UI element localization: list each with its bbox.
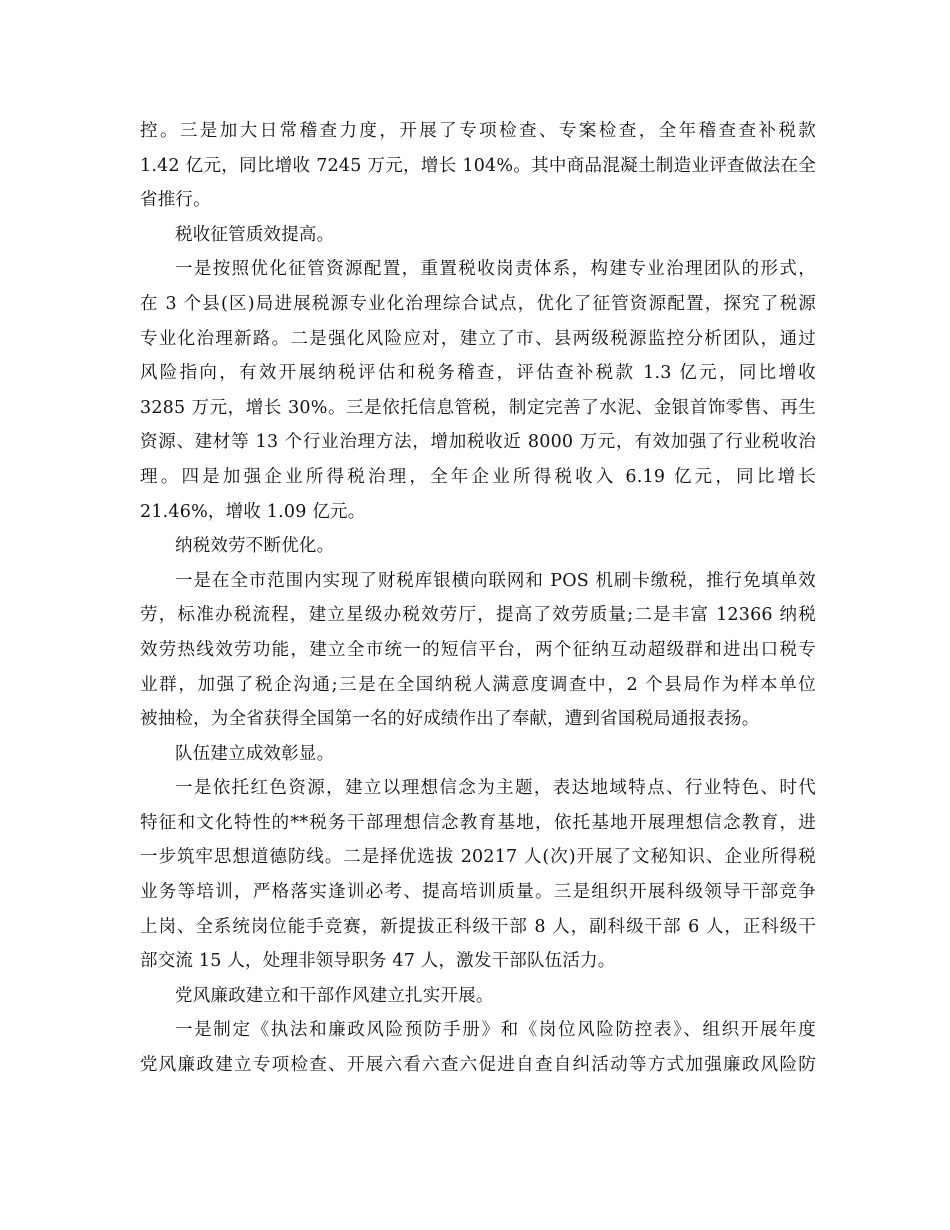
paragraph-line: 在 3 个县(区)局进展税源专业化治理综合试点，优化了征管资源配置，探究了税源 (140, 293, 816, 314)
paragraph-line: 专业化治理新路。二是强化风险应对，建立了市、县两级税源监控分析团队，通过 (140, 328, 816, 349)
paragraph-line: 被抽检，为全省获得全国第一名的好成绩作出了奉献，遭到省国税局通报表扬。 (140, 709, 760, 730)
paragraph-line: 一是按照优化征管资源配置，重置税收岗责体系，构建专业治理团队的形式， (175, 259, 816, 280)
section-heading: 队伍建立成效彰显。 (175, 743, 335, 764)
section-heading: 纳税效劳不断优化。 (175, 536, 335, 557)
paragraph-line: 省推行。 (140, 190, 211, 211)
paragraph-line: 部交流 15 人，处理非领导职务 47 人，激发干部队伍活力。 (140, 951, 616, 972)
paragraph-line: 业群，加强了税企沟通;三是在全国纳税人满意度调查中，2 个县局作为样本单位 (140, 674, 816, 695)
paragraph-line: 风险指向，有效开展纳税评估和税务稽查，评估查补税款 1.3 亿元，同比增收 (140, 363, 816, 384)
paragraph-line: 一是依托红色资源，建立以理想信念为主题，表达地域特点、行业特色、时代 (175, 778, 816, 799)
paragraph-line: 党风廉政建立专项检查、开展六看六查六促进自查自纠活动等方式加强廉政风险防 (140, 1055, 816, 1076)
paragraph-line: 业务等培训，严格落实逢训必考、提高培训质量。三是组织开展科级领导干部竞争 (140, 882, 816, 903)
paragraph-line: 控。三是加大日常稽查力度，开展了专项检查、专案检查，全年稽查查补税款 (140, 121, 816, 141)
paragraph-line: 劳，标准办税流程，建立星级办税效劳厅，提高了效劳质量;二是丰富 12366 纳税 (140, 605, 816, 626)
paragraph-line: 一是制定《执法和廉政风险预防手册》和《岗位风险防控表》、组织开展年度 (175, 1020, 816, 1041)
paragraph-line: 一是在全市范围内实现了财税库银横向联网和 POS 机刷卡缴税，推行免填单效 (175, 570, 816, 591)
paragraph-line: 上岗、全系统岗位能手竞赛，新提拔正科级干部 8 人，副科级干部 6 人，正科级干 (140, 916, 816, 937)
section-heading: 党风廉政建立和干部作风建立扎实开展。 (175, 985, 494, 1006)
paragraph-line: 资源、建材等 13 个行业治理方法，增加税收近 8000 万元，有效加强了行业税收治 (140, 432, 816, 453)
document-page (140, 114, 816, 1083)
paragraph-line: 1.42 亿元，同比增收 7245 万元，增长 104%。其中商品混凝土制造业评查做法在全 (140, 155, 816, 176)
section-heading: 税收征管质效提高。 (175, 224, 335, 245)
paragraph-line: 21.46%，增收 1.09 亿元。 (140, 501, 366, 522)
paragraph-line: 效劳热线效劳功能，建立全市统一的短信平台，两个征纳互动超级群和进出口税专 (140, 639, 816, 660)
paragraph-line: 特征和文化特性的**税务干部理想信念教育基地，依托基地开展理想信念教育，进 (140, 812, 816, 833)
paragraph-line: 理。四是加强企业所得税治理，全年企业所得税收入 6.19 亿元，同比增长 (140, 466, 816, 487)
paragraph-line: 3285 万元，增长 30%。三是依托信息管税，制定完善了水泥、金银首饰零售、再生 (140, 397, 816, 418)
paragraph-line: 一步筑牢思想道德防线。二是择优选拔 20217 人(次)开展了文秘知识、企业所得税 (140, 847, 816, 868)
